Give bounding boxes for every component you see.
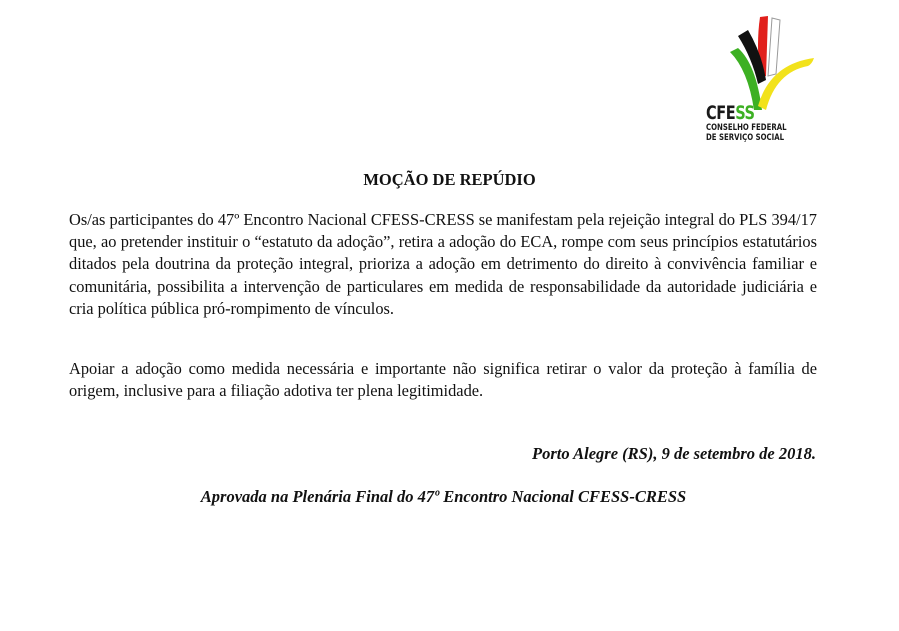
- cfess-logo: [700, 14, 825, 142]
- cfess-emblem-icon: [710, 14, 820, 114]
- document-title: MOÇÃO DE REPÚDIO: [363, 170, 536, 189]
- logo-wordmark: [706, 104, 804, 143]
- logo-acronym: [706, 104, 755, 123]
- logo-subtitle-line2: DE SERVIÇO SOCIAL: [706, 132, 785, 143]
- logo-acronym-suffix: SS: [735, 102, 755, 124]
- logo-acronym-prefix: CFE: [706, 102, 736, 124]
- logo-subtitle-line1: CONSELHO FEDERAL: [706, 123, 787, 133]
- paragraph-support: Apoiar a adoção como medida necessária e importante não significa retirar o valor da proteção à família de origem, inclusive para a filiação adotiva ter plena legitimidade.: [69, 359, 817, 401]
- place-date: Porto Alegre (RS), 9 de setembro de 2018.: [532, 444, 816, 463]
- approval-note: Aprovada na Plenária Final do 47º Encontro Nacional CFESS-CRESS: [200, 487, 687, 506]
- paragraph-motion: Os/as participantes do 47º Encontro Nacional CFESS-CRESS se manifestam pela rejeição integral do PLS 394/17 que, ao pretender instituir o “estatuto da adoção”, retira a adoção do ECA, rompe com seus princípios estatutários ditados pela doutrina da proteção integral, prioriza a adoção em detrimento do direito à convivência familiar e comunitária, possibilita a intervenção de particulares em medida de responsabilidade da autoridade judiciária e cria política pública pró-rompimento de vínculos.: [69, 210, 817, 318]
